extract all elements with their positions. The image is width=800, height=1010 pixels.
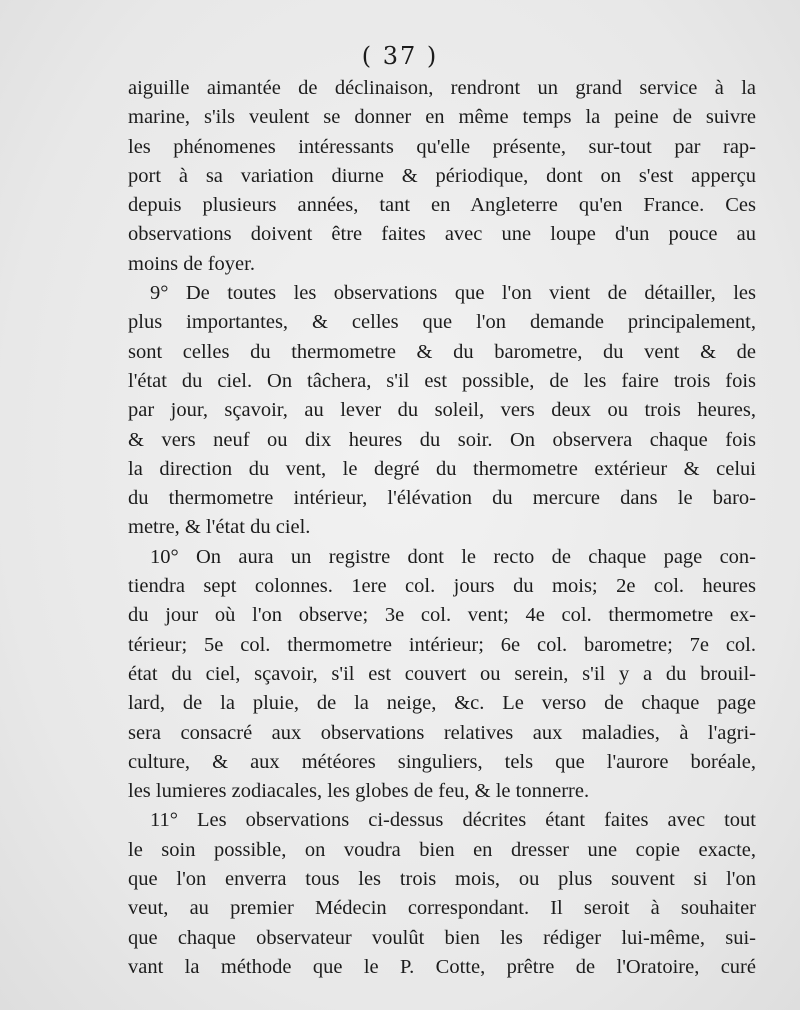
text-line: port à sa variation diurne & périodique, dont on s'est apperçu xyxy=(128,164,756,187)
text-line: & vers neuf ou dix heures du soir. On observera chaque fois xyxy=(128,428,756,451)
text-line-paragraph-start: 9° De toutes les observations que l'on vient de détailler, les xyxy=(150,282,756,305)
text-line: la direction du vent, le degré du thermometre extérieur & celui xyxy=(128,457,756,480)
text-line: tiendra sept colonnes. 1ere col. jours du mois; 2e col. heures xyxy=(128,575,756,598)
text-line: observations doivent être faites avec une loupe d'un pouce au xyxy=(128,223,756,246)
text-line: aiguille aimantée de déclinaison, rendront un grand service à la xyxy=(128,77,756,99)
text-line: que l'on enverra tous les trois mois, ou plus souvent si l'on xyxy=(128,868,756,891)
text-line: lard, de la pluie, de la neige, &c. Le verso de chaque page xyxy=(128,692,756,715)
text-line: plus importantes, & celles que l'on demande principalement, xyxy=(128,311,756,334)
text-line-paragraph-start: 10° On aura un registre dont le recto de chaque page con- xyxy=(150,545,756,568)
text-line: les lumieres zodiacales, les globes de feu, & le tonnerre. xyxy=(128,780,590,803)
body-text xyxy=(128,74,756,982)
text-line: du jour où l'on observe; 3e col. vent; 4e col. thermometre ex- xyxy=(128,604,756,627)
text-line: sont celles du thermometre & du barometre, du vent & de xyxy=(128,340,756,363)
text-line: culture, & aux météores singuliers, tels que l'aurore boréale, xyxy=(128,750,756,773)
text-line: état du ciel, sçavoir, s'il est couvert ou serein, s'il y a du brouil- xyxy=(128,662,756,685)
text-line: que chaque observateur voulût bien les rédiger lui-même, sui- xyxy=(128,926,756,949)
text-line: metre, & l'état du ciel. xyxy=(128,516,311,539)
text-line: marine, s'ils veulent se donner en même temps la peine de suivre xyxy=(128,106,756,129)
text-line-paragraph-start: 11° Les observations ci-dessus décrites étant faites avec tout xyxy=(150,809,756,832)
text-line: du thermometre intérieur, l'élévation du mercure dans le baro- xyxy=(128,487,756,510)
text-line: par jour, sçavoir, au lever du soleil, vers deux ou trois heures, xyxy=(128,399,756,422)
text-line: le soin possible, on voudra bien en dresser une copie exacte, xyxy=(128,838,756,861)
text-line: l'état du ciel. On tâchera, s'il est possible, de les faire trois fois xyxy=(128,369,756,392)
text-line: depuis plusieurs années, tant en Angleterre qu'en France. Ces xyxy=(128,194,756,217)
text-line: vant la méthode que le P. Cotte, prêtre de l'Oratoire, curé xyxy=(128,955,756,978)
text-line: moins de foyer. xyxy=(128,252,255,275)
text-line: veut, au premier Médecin correspondant. Il seroit à souhaiter xyxy=(128,897,756,920)
text-line: les phénomenes intéressants qu'elle présente, sur-tout par rap- xyxy=(128,135,756,158)
text-line: térieur; 5e col. thermometre intérieur; 6e col. barometre; 7e col. xyxy=(128,633,756,656)
text-line: sera consacré aux observations relatives aux maladies, à l'agri- xyxy=(128,721,756,744)
page-number: ( 37 ) xyxy=(361,42,439,70)
